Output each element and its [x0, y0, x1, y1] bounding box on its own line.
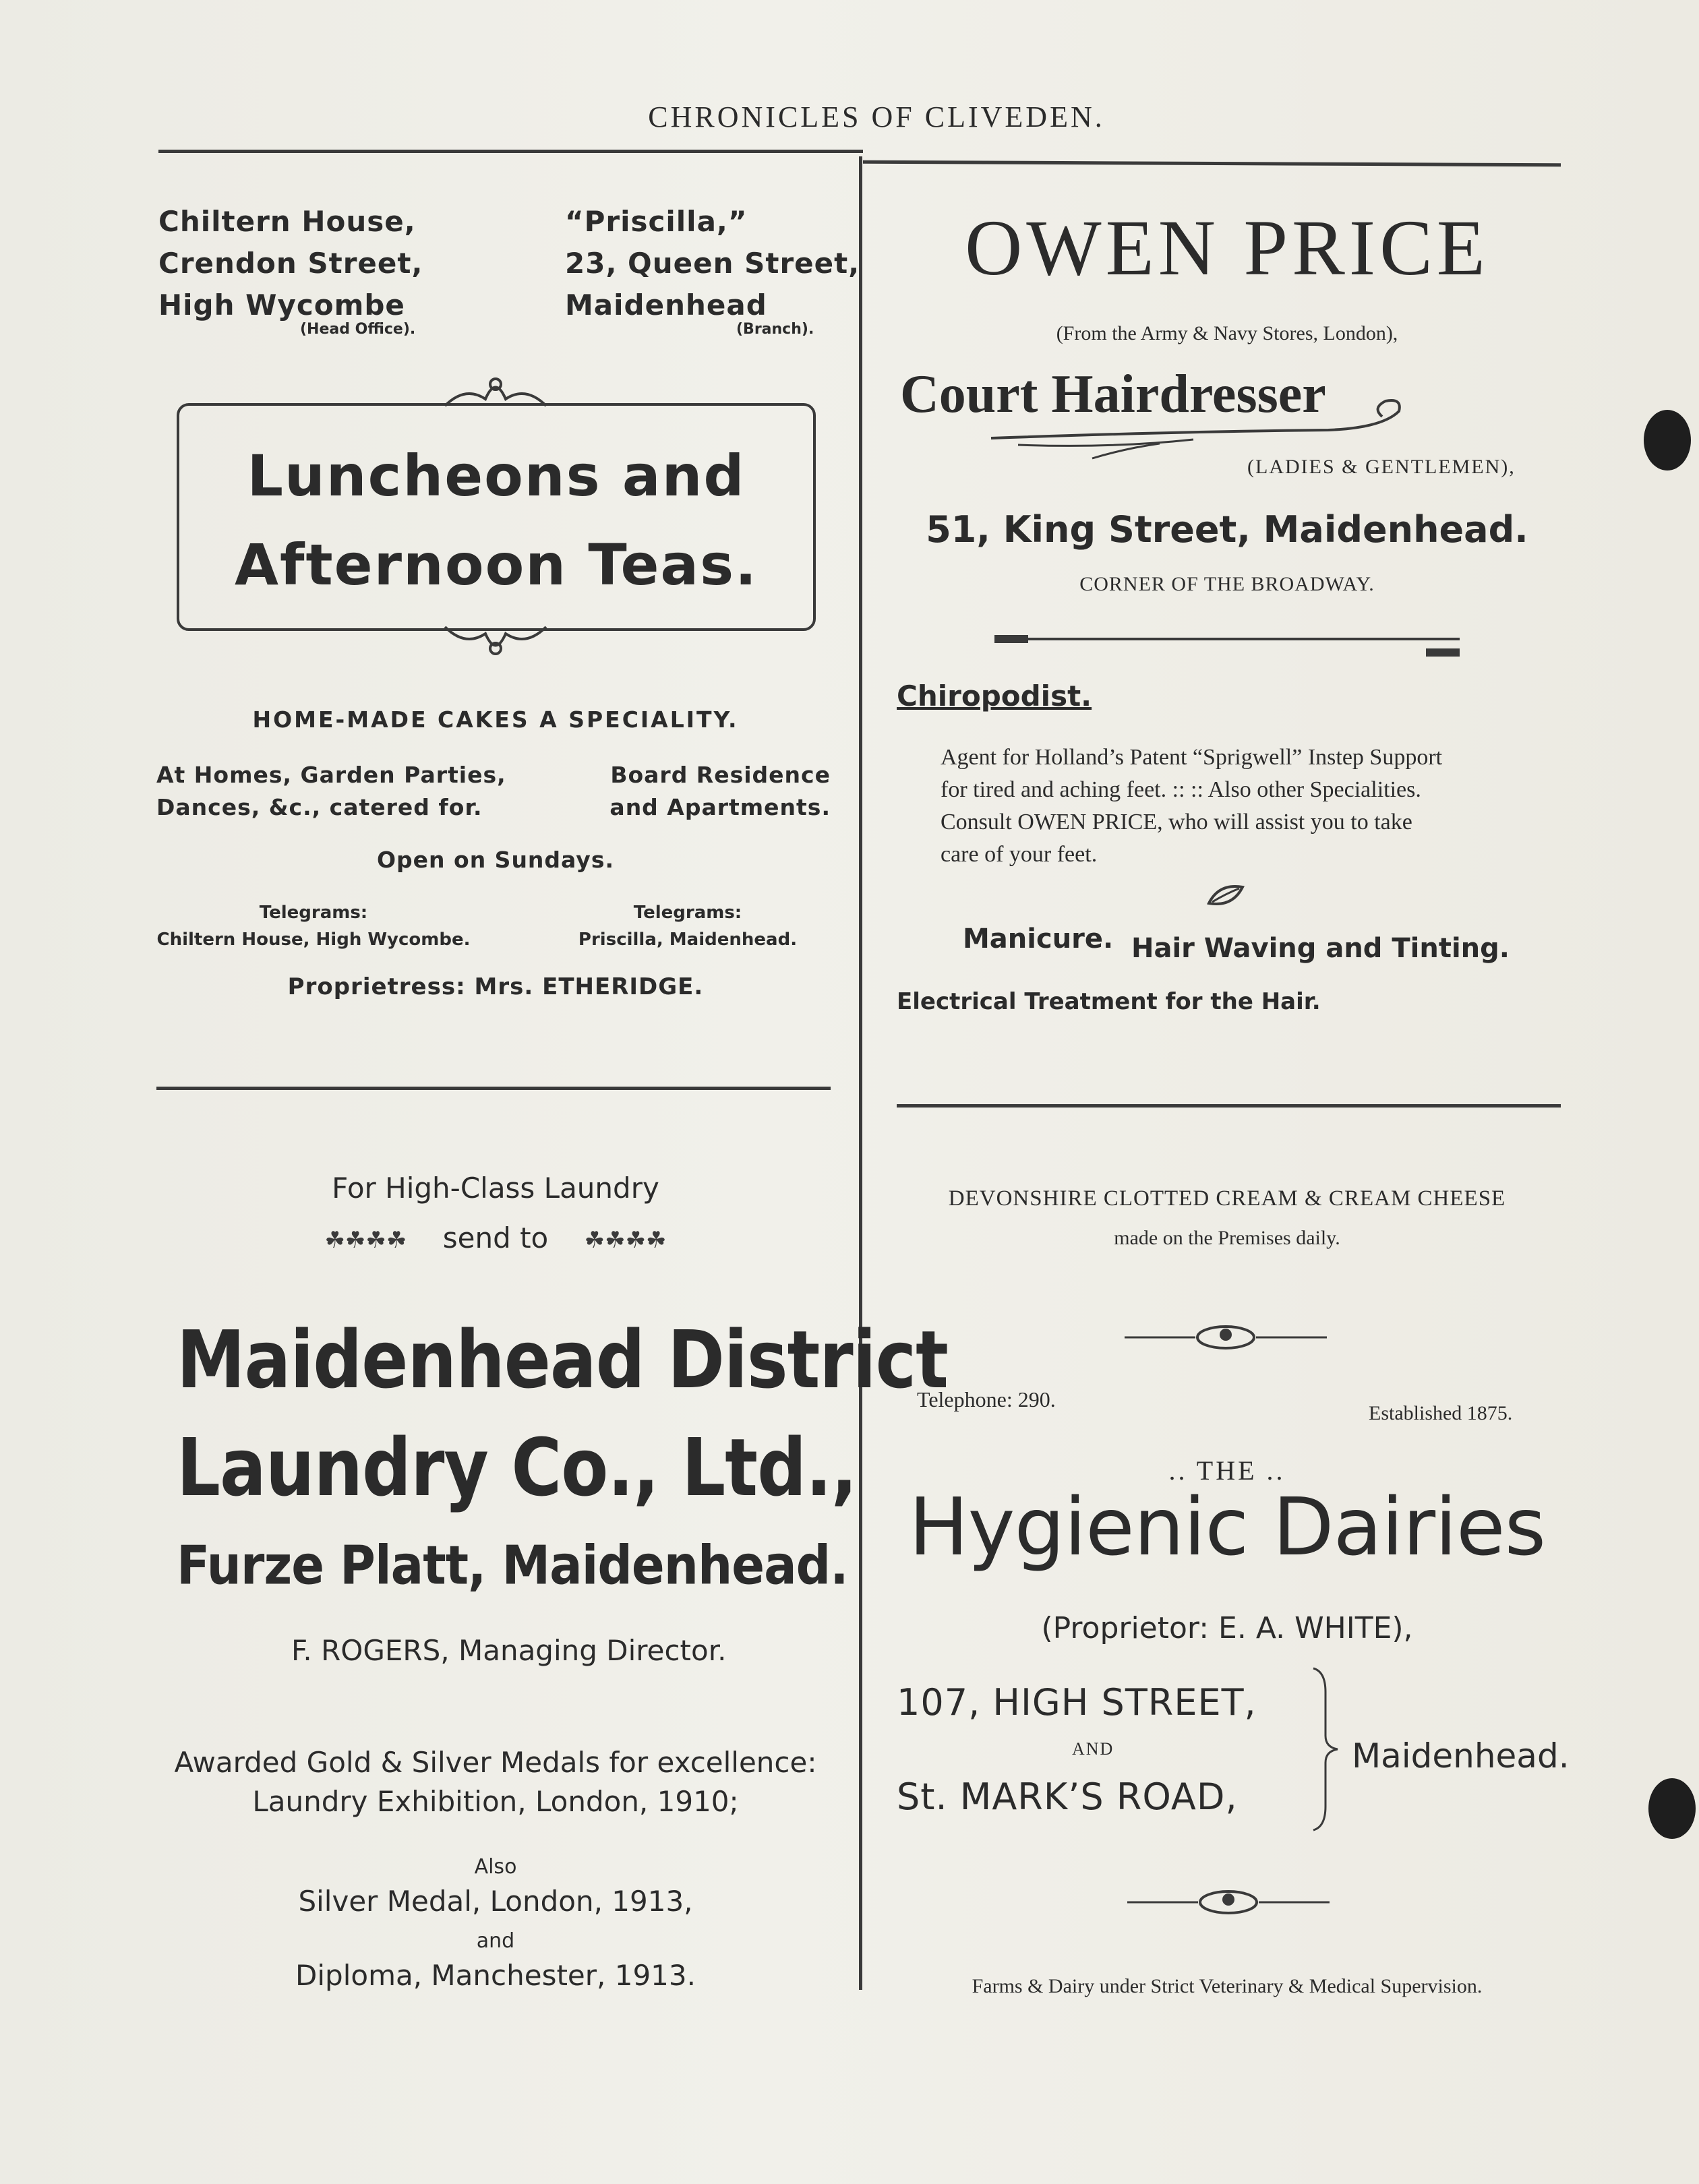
court-hairdresser: Court Hairdresser: [900, 365, 1326, 424]
laundry-location: Furze Platt, Maidenhead.: [177, 1534, 848, 1597]
column-divider: [859, 156, 862, 1990]
punch-hole: [1644, 410, 1691, 471]
headline-line-2: Afternoon Teas.: [234, 532, 758, 598]
left-section-rule: [156, 1087, 831, 1090]
chiropody-description: [941, 741, 1442, 871]
ornamental-divider-end: [1426, 648, 1460, 657]
dairy-town: Maidenhead.: [1352, 1736, 1570, 1776]
residence-line: Board Residence: [610, 762, 831, 788]
header-rule-left: [158, 150, 863, 153]
laundry-intro: For High-Class Laundry: [332, 1172, 659, 1205]
devonshire-cream: DEVONSHIRE CLOTTED CREAM & CREAM CHEESE: [948, 1186, 1506, 1211]
award-line: Laundry Exhibition, London, 1910;: [252, 1785, 739, 1818]
page-header: CHRONICLES OF CLIVEDEN.: [648, 100, 1105, 133]
dairy-established: Established 1875.: [1369, 1402, 1513, 1424]
address-line: High Wycombe: [158, 289, 405, 322]
ladies-gentlemen: (LADIES & GENTLEMEN),: [1247, 456, 1516, 478]
head-office-address: [158, 201, 423, 326]
ornamental-divider: [994, 638, 1460, 640]
flourish-icon: [978, 391, 1416, 465]
dairy-the: .. THE ..: [1168, 1455, 1286, 1486]
description-line: care of your feet.: [941, 842, 1098, 867]
telegrams-right: [553, 899, 823, 953]
award-line: Awarded Gold & Silver Medals for excellence:: [174, 1746, 817, 1779]
headline: [177, 431, 816, 609]
address-line: Chiltern House,: [158, 205, 416, 238]
dairy-address-line-1: 107, HIGH STREET,: [897, 1681, 1257, 1724]
address-line: Crendon Street,: [158, 247, 423, 280]
branch-note: (Branch).: [736, 321, 814, 338]
frame-ornament-bottom-icon: [438, 620, 553, 661]
description-line: for tired and aching feet. :: :: Also other Specialities.: [941, 777, 1421, 802]
send-to-text: send to: [442, 1221, 549, 1254]
owen-price-address: 51, King Street, Maidenhead.: [926, 508, 1528, 551]
clover-ornament-icon: ☘☘☘☘: [584, 1227, 667, 1254]
description-line: Agent for Holland’s Patent “Sprigwell” Instep Support: [941, 745, 1443, 770]
open-sundays: Open on Sundays.: [376, 847, 614, 873]
dairy-address-line-2: St. MARK’S ROAD,: [897, 1776, 1238, 1818]
award-diploma: Diploma, Manchester, 1913.: [295, 1959, 696, 1992]
right-section-rule: [897, 1104, 1561, 1108]
telegrams-value: Chiltern House, High Wycombe.: [156, 930, 471, 950]
address-line: Maidenhead: [565, 289, 767, 322]
managing-director: F. ROGERS, Managing Director.: [291, 1634, 727, 1667]
made-on-premises: made on the Premises daily.: [1114, 1227, 1340, 1249]
laundry-name-line-2: Laundry Co., Ltd.,: [177, 1422, 857, 1515]
branch-address: [565, 201, 860, 326]
description-line: Consult OWEN PRICE, who will assist you to take: [941, 810, 1412, 835]
telegrams-label: Telegrams:: [259, 903, 368, 923]
chiropodist-heading: Chiropodist.: [897, 679, 1092, 712]
residence-line: and Apartments.: [609, 794, 831, 820]
residence-text: [607, 759, 831, 824]
frame-ornament-top-icon: [438, 372, 553, 413]
catering-text: [156, 759, 506, 824]
catering-line: At Homes, Garden Parties,: [156, 762, 506, 788]
header-rule-right: [863, 160, 1561, 167]
electrical-treatment: Electrical Treatment for the Hair.: [897, 988, 1321, 1015]
dairy-proprietor: (Proprietor: E. A. WHITE),: [1041, 1611, 1413, 1645]
headline-line-1: Luncheons and: [247, 443, 746, 509]
owen-price-name: OWEN PRICE: [965, 204, 1489, 292]
address-line: 23, Queen Street,: [565, 247, 860, 280]
telegrams-value: Priscilla, Maidenhead.: [578, 930, 798, 950]
hygienic-dairies-name: Hygienic Dairies: [908, 1480, 1546, 1573]
dairy-address-and: AND: [1072, 1739, 1114, 1759]
address-line: “Priscilla,”: [565, 205, 748, 238]
clover-ornament-icon: ☘☘☘☘: [324, 1227, 407, 1254]
awards: [145, 1743, 846, 1821]
dairy-telephone: Telephone: 290.: [917, 1387, 1056, 1412]
speciality-line: HOME-MADE CAKES A SPECIALITY.: [252, 706, 739, 733]
head-office-note: (Head Office).: [300, 321, 416, 338]
catering-line: Dances, &c., catered for.: [156, 794, 483, 820]
manicure: Manicure.: [963, 923, 1114, 954]
hair-waving: Hair Waving and Tinting.: [1131, 933, 1510, 964]
telegrams-label: Telegrams:: [633, 903, 742, 923]
dairy-supervision: Farms & Dairy under Strict Veterinary & Medical Supervision.: [972, 1975, 1483, 1997]
awards-also: Also: [474, 1855, 517, 1879]
owen-price-corner: CORNER OF THE BROADWAY.: [1079, 573, 1375, 595]
leaf-ornament-icon: [1205, 882, 1246, 909]
punch-hole: [1648, 1778, 1696, 1839]
address-brace-icon: [1308, 1665, 1342, 1833]
proprietress: Proprietress: Mrs. ETHERIDGE.: [287, 973, 704, 1000]
awards-and: and: [476, 1929, 515, 1953]
floral-divider-icon: [1127, 1885, 1330, 1918]
owen-price-from: (From the Army & Navy Stores, London),: [1056, 322, 1398, 344]
telegrams-left: [155, 899, 472, 953]
laundry-name-line-1: Maidenhead District: [177, 1314, 948, 1407]
laundry-send-to: [158, 1221, 833, 1254]
floral-divider-icon: [1125, 1320, 1327, 1354]
award-silver-medal: Silver Medal, London, 1913,: [298, 1885, 693, 1918]
ornamental-divider-end: [994, 635, 1028, 643]
